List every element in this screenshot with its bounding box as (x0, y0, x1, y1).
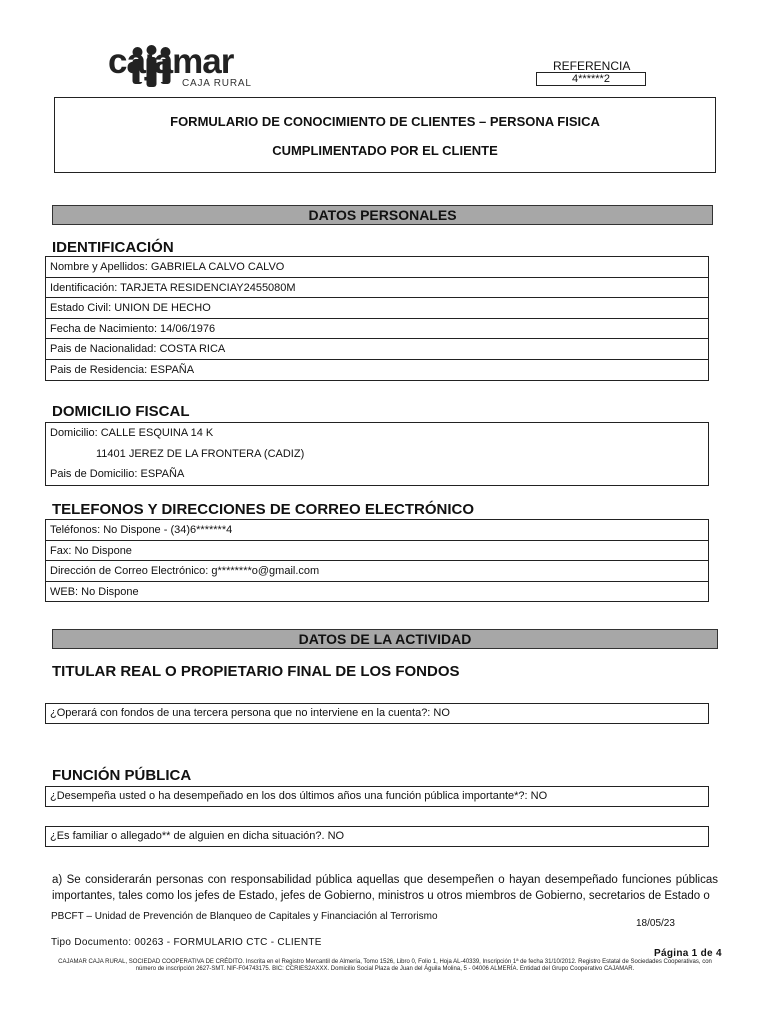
page-number: Página 1 de 4 (654, 948, 722, 959)
table-row: Pais de Residencia: ESPAÑA (50, 363, 195, 376)
legal-notice: CAJAMAR CAJA RURAL, SOCIEDAD COOPERATIVA DE CRÉDITO. Inscrita en el Registro Mercantil de Almería, Tomo 1526, Libro 0, Folio 1, Hoja AL-40339, Inscripción 1ª de fecha 31/10/2012. Registro Estatal de Sociedades Cooperativas, con número de inscripción 2627-SMT. NIF-F04743175. BIC: CCRIES2AXXX. Domicilio Social Plaza de Juan del Águila Molina, 5 - 04006 ALMERÍA. Entidad del Grupo Cooperativo CAJAMAR. (58, 959, 712, 972)
form-subtitle: CUMPLIMENTADO POR EL CLIENTE (272, 143, 498, 158)
domicilio-line: 11401 JEREZ DE LA FRONTERA (CADIZ) (96, 447, 305, 460)
table-row: Fecha de Nacimiento: 14/06/1976 (46, 319, 708, 340)
funcion-question-2: ¿Es familiar o allegado** de alguien en dicha situación?. NO (45, 826, 709, 847)
domicilio-line: Domicilio: CALLE ESQUINA 14 K (50, 427, 214, 439)
footer-tipo-documento: Tipo Documento: 00263 - FORMULARIO CTC - CLIENTE (51, 937, 322, 948)
form-title-box (54, 97, 716, 173)
table-row: Pais de Nacionalidad: COSTA RICA (46, 339, 708, 360)
domicilio-table (45, 422, 709, 486)
form-title: FORMULARIO DE CONOCIMIENTO DE CLIENTES – PERSONA FISICA (170, 114, 600, 129)
footer-unit: PBCFT – Unidad de Prevención de Blanqueo de Capitales y Financiación al Terrorismo (51, 911, 438, 922)
titular-question: ¿Operará con fondos de una tercera persona que no interviene en la cuenta?: NO (45, 703, 709, 724)
table-row: Dirección de Correo Electrónico: g********o@gmail.com (46, 561, 708, 582)
brand-subtitle: CAJA RURAL (182, 78, 252, 89)
contacto-table (45, 519, 709, 602)
brand-name: cajamar (108, 42, 234, 81)
table-row: WEB: No Dispone (50, 585, 139, 598)
table-row: Nombre y Apellidos: GABRIELA CALVO CALVO (46, 257, 708, 278)
reference-value: 4******2 (536, 72, 646, 86)
heading-domicilio: DOMICILIO FISCAL (52, 403, 190, 420)
table-row: Identificación: TARJETA RESIDENCIAY2455080M (46, 278, 708, 299)
table-row: Teléfonos: No Dispone - (34)6*******4 (46, 520, 708, 541)
heading-funcion-publica: FUNCIÓN PÚBLICA (52, 767, 192, 784)
reference-label: REFERENCIA (553, 59, 631, 73)
domicilio-line: Pais de Domicilio: ESPAÑA (50, 468, 185, 480)
section-bar-activity: DATOS DE LA ACTIVIDAD (52, 629, 718, 649)
heading-contacto: TELEFONOS Y DIRECCIONES DE CORREO ELECTRÓNICO (52, 501, 474, 518)
table-row: Estado Civil: UNION DE HECHO (46, 298, 708, 319)
heading-identificacion: IDENTIFICACIÓN (52, 239, 174, 256)
funcion-question-1: ¿Desempeña usted o ha desempeñado en los dos últimos años una función pública importante*?: NO (45, 786, 709, 807)
footer-date: 18/05/23 (636, 918, 675, 929)
note-paragraph: a) Se considerarán personas con responsabilidad pública aquellas que desempeñen o hayan desempeñado funciones públicas importantes, tales como los jefes de Estado, jefes de Gobierno, ministros u otros miembros de Gobierno, secretarios de Estado o (52, 874, 718, 902)
identificacion-table (45, 256, 709, 381)
section-bar-personal: DATOS PERSONALES (52, 205, 713, 225)
heading-titular: TITULAR REAL O PROPIETARIO FINAL DE LOS FONDOS (52, 663, 460, 680)
table-row: Fax: No Dispone (46, 541, 708, 562)
